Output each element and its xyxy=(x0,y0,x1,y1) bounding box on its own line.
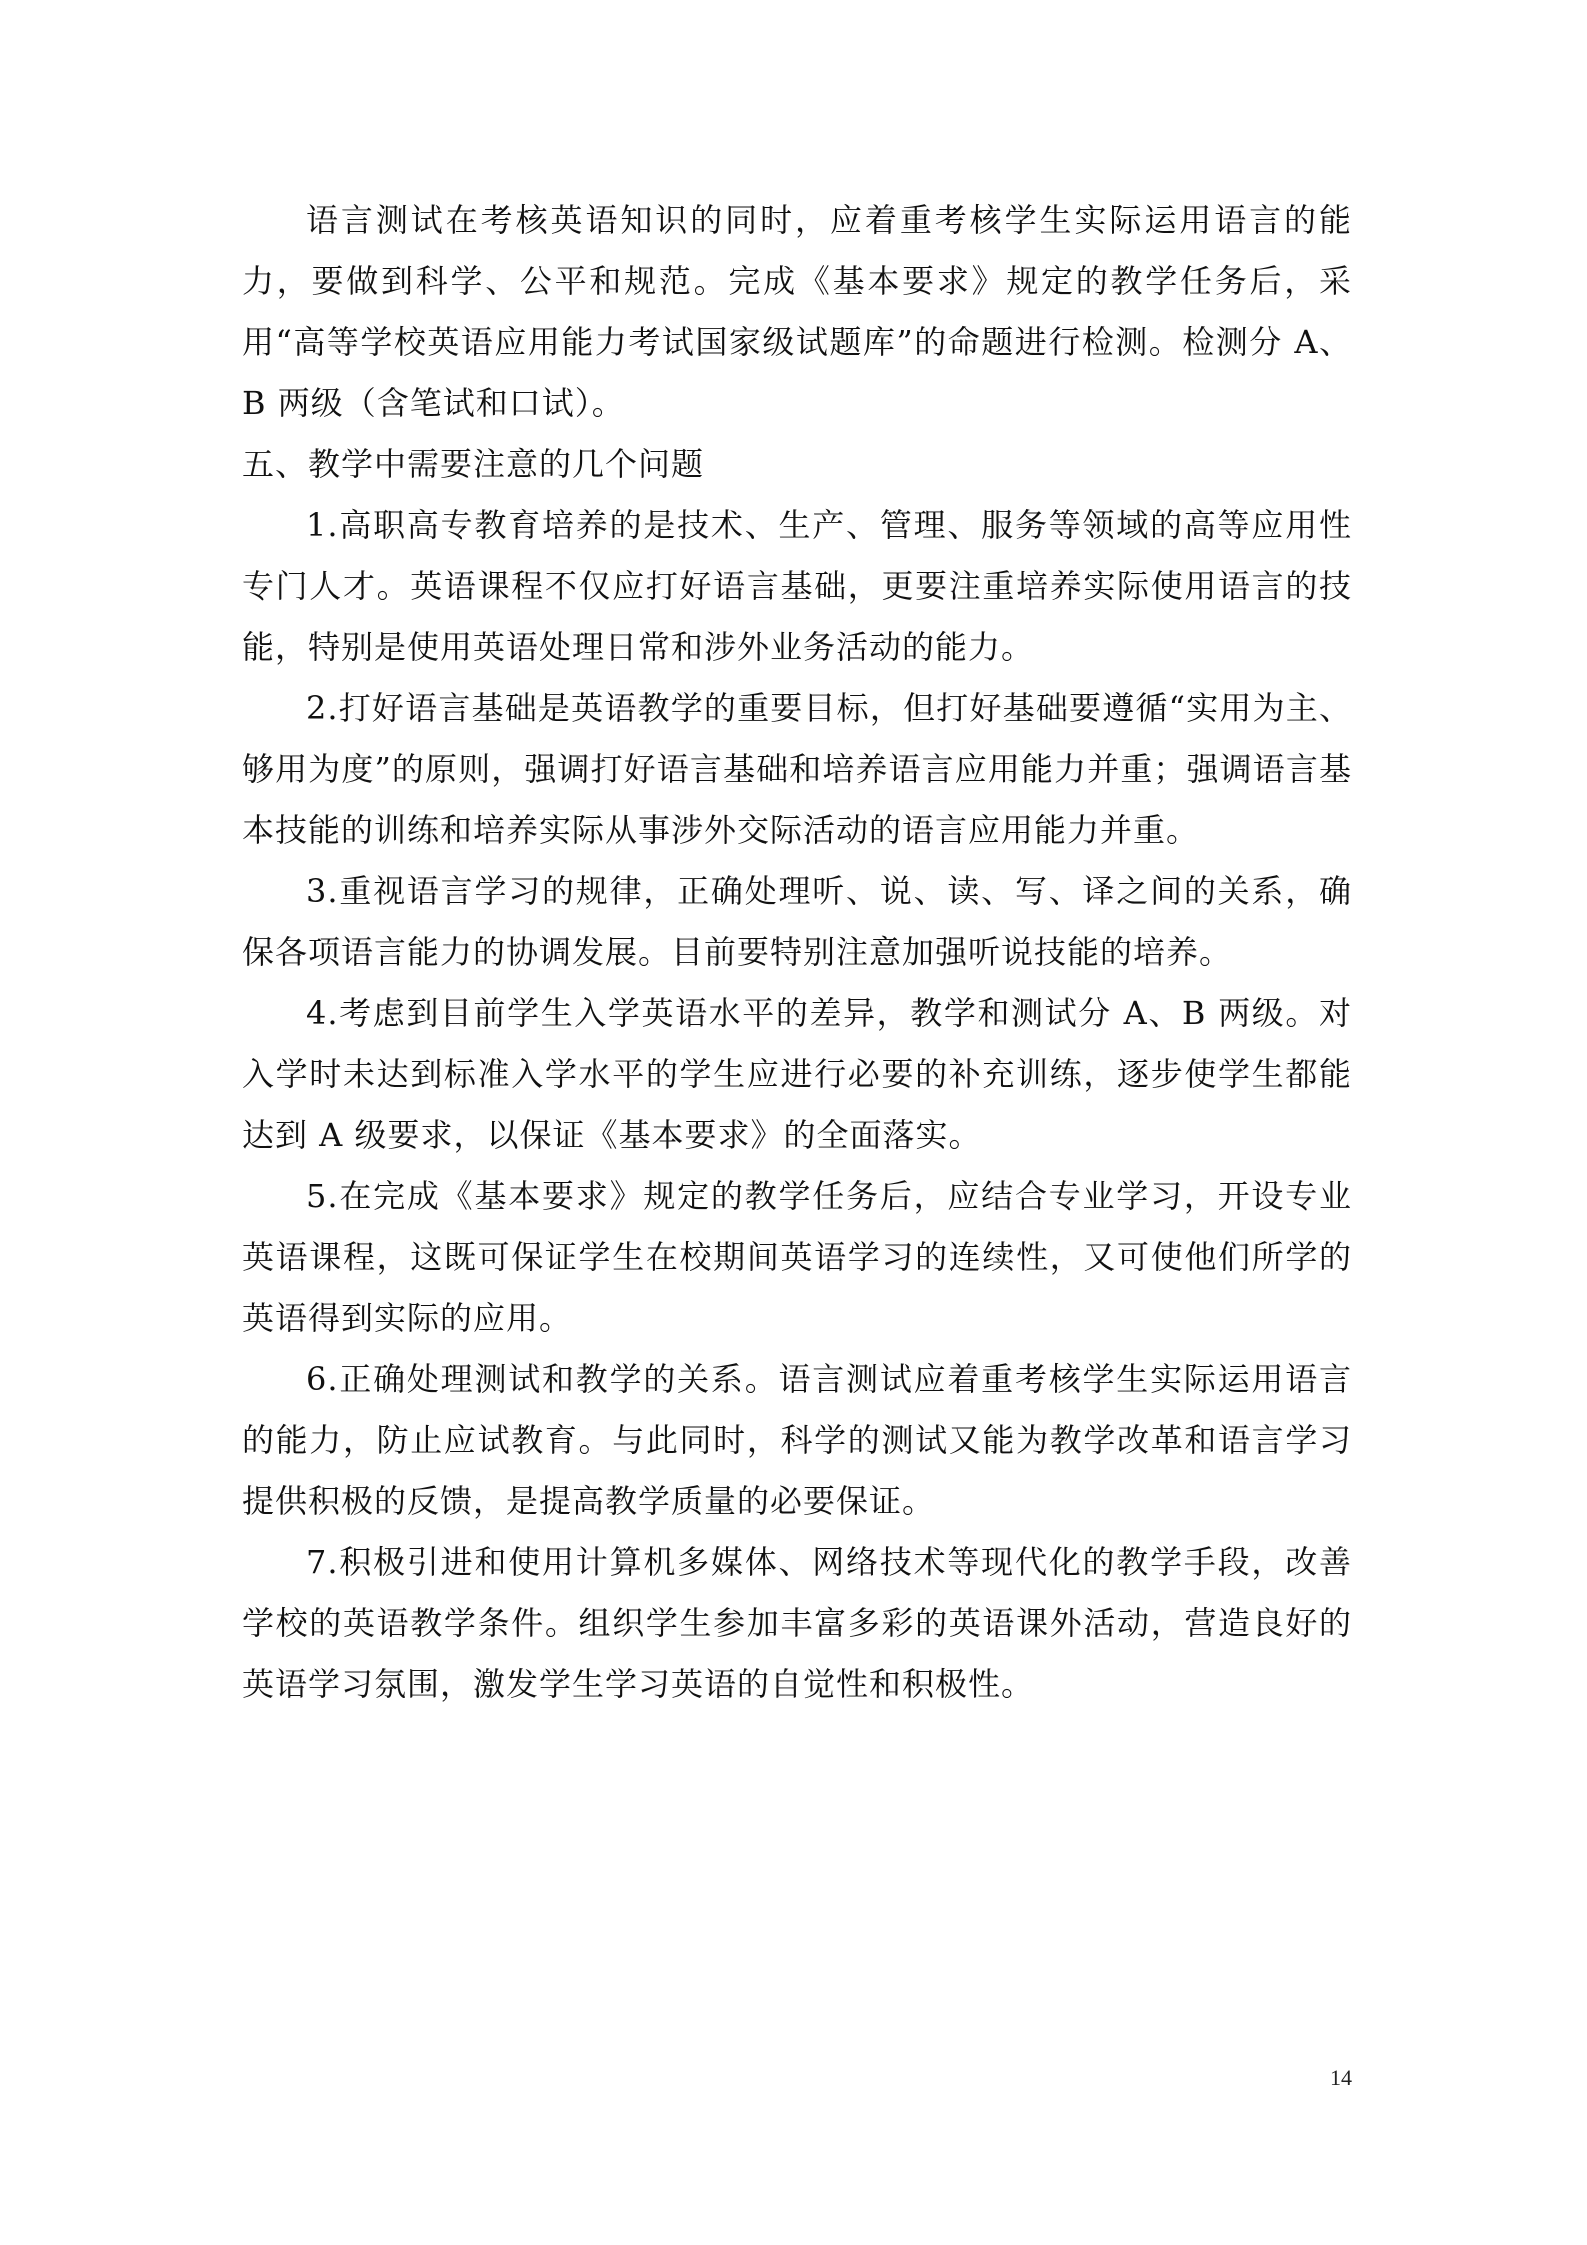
list-item-6: 6.正确处理测试和教学的关系。语言测试应着重考核学生实际运用语言的能力，防止应试教育。与此同时，科学的测试又能为教学改革和语言学习提供积极的反馈，是提高教学质量的必要保证。 xyxy=(242,1360,1352,1520)
page-body xyxy=(242,190,1352,1715)
list-item-2: 2.打好语言基础是英语教学的重要目标，但打好基础要遵循“实用为主、够用为度”的原则，强调打好语言基础和培养语言应用能力并重；强调语言基本技能的训练和培养实际从事涉外交际活动的语言应用能力并重。 xyxy=(242,689,1352,849)
list-item-1: 1.高职高专教育培养的是技术、生产、管理、服务等领域的高等应用性专门人才。英语课程不仅应打好语言基础，更要注重培养实际使用语言的技能，特别是使用英语处理日常和涉外业务活动的能力。 xyxy=(242,506,1352,666)
list-item-5: 5.在完成《基本要求》规定的教学任务后，应结合专业学习，开设专业英语课程，这既可保证学生在校期间英语学习的连续性，又可使他们所学的英语得到实际的应用。 xyxy=(242,1177,1352,1337)
list-item-4: 4.考虑到目前学生入学英语水平的差异，教学和测试分 A、B 两级。对入学时未达到标准入学水平的学生应进行必要的补充训练，逐步使学生都能达到 A 级要求，以保证《基本要求》的全面落实。 xyxy=(242,994,1352,1154)
intro-paragraph: 语言测试在考核英语知识的同时，应着重考核学生实际运用语言的能力，要做到科学、公平和规范。完成《基本要求》规定的教学任务后，采用“高等学校英语应用能力考试国家级试题库”的命题进行检测。检测分 A、B 两级（含笔试和口试）。 xyxy=(242,201,1352,422)
list-item-3: 3.重视语言学习的规律，正确处理听、说、读、写、译之间的关系，确保各项语言能力的协调发展。目前要特别注意加强听说技能的培养。 xyxy=(242,872,1352,971)
page-number: 14 xyxy=(1330,2065,1352,2090)
section-heading: 五、教学中需要注意的几个问题 xyxy=(242,445,705,483)
list-item-7: 7.积极引进和使用计算机多媒体、网络技术等现代化的教学手段，改善学校的英语教学条件。组织学生参加丰富多彩的英语课外活动，营造良好的英语学习氛围，激发学生学习英语的自觉性和积极性。 xyxy=(242,1543,1352,1703)
